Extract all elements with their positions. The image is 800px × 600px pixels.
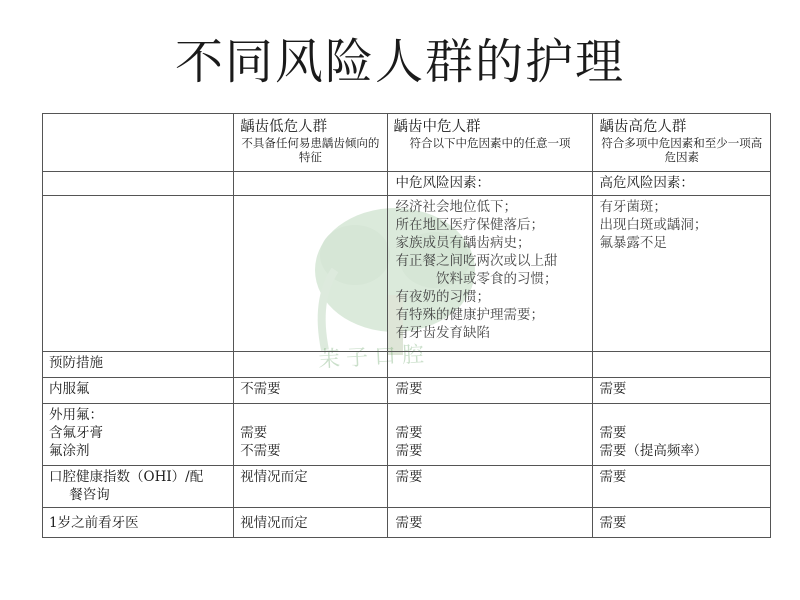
mid-factor-label: 中危风险因素： bbox=[387, 172, 593, 196]
ohi-row: 口腔健康指数（OHI）/配 餐咨询 视情况而定 需要 需要 bbox=[43, 466, 771, 508]
mid-factor-list: 经济社会地位低下； 所在地区医疗保健落后； 家族成员有龋齿病史； 有正餐之间吃两次或以上甜 饮料或零食的习惯； 有夜奶的习惯； 有特殊的健康护理需要； 有牙齿发育缺陷 bbox=[387, 196, 593, 352]
oral-fluoride-row: 内服氟 不需要 需要 需要 bbox=[43, 378, 771, 404]
header-low-risk: 龋齿低危人群 不具备任何易患龋齿倾向的特征 bbox=[234, 114, 387, 172]
dentist-row: 1岁之前看牙医 视情况而定 需要 需要 bbox=[43, 508, 771, 538]
factor-list-row bbox=[43, 196, 771, 352]
dentist-label: 1岁之前看牙医 bbox=[43, 508, 234, 538]
header-empty-cell bbox=[43, 114, 234, 172]
oral-fluoride-label: 内服氟 bbox=[43, 378, 234, 404]
prevention-label: 预防措施 bbox=[43, 352, 234, 378]
ohi-label: 口腔健康指数（OHI）/配 餐咨询 bbox=[43, 466, 234, 508]
topical-fluoride-row: 外用氟： 含氟牙膏 氟涂剂 需要 不需要 需要 需要 需要 需要（提高频率） bbox=[43, 404, 771, 466]
prevention-row bbox=[43, 352, 771, 378]
header-row bbox=[43, 114, 771, 172]
watermark-text: 茉子口腔 bbox=[317, 342, 431, 373]
high-factor-list: 有牙菌斑； 出现白斑或龋洞； 氟暴露不足 bbox=[593, 196, 771, 352]
header-high-risk: 龋齿高危人群 符合多项中危因素和至少一项高危因素 bbox=[593, 114, 771, 172]
header-mid-risk: 龋齿中危人群 符合以下中危因素中的任意一项 bbox=[387, 114, 593, 172]
care-table bbox=[42, 113, 771, 538]
high-factor-label: 高危风险因素： bbox=[593, 172, 771, 196]
topical-fluoride-label: 外用氟： 含氟牙膏 氟涂剂 bbox=[43, 404, 234, 466]
page-title: 不同风险人群的护理 bbox=[174, 34, 625, 90]
factor-label-row bbox=[43, 172, 771, 196]
